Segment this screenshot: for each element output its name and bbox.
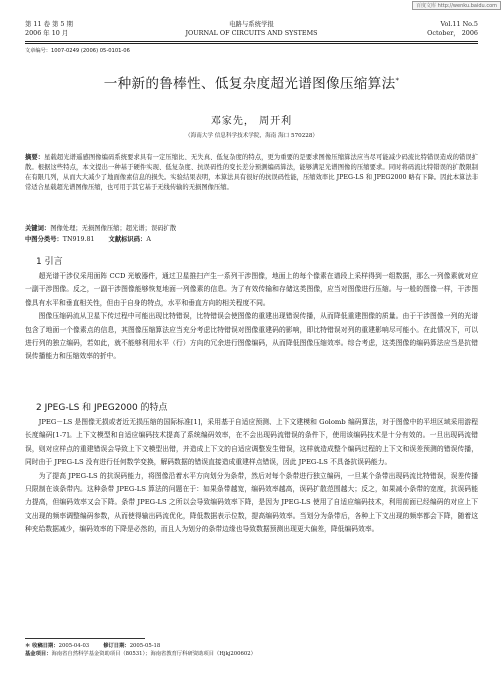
footnote-rule — [25, 638, 145, 639]
clc-label: 中图分类号： — [25, 236, 63, 243]
section-1-body — [25, 270, 478, 364]
fund-text: 海南省自然科学基金资助项目（80531）；海南省教育厅科研资助项目（Hjkj200602） — [51, 651, 256, 658]
authors: 邓家先， 周开利 — [210, 116, 293, 127]
section-1-heading: 1 引言 — [36, 257, 63, 267]
header-month: October， 2006 — [427, 29, 478, 37]
header-vol-en — [427, 20, 478, 38]
abstract — [25, 153, 478, 193]
title-footnote-mark: * — [395, 76, 400, 85]
revised-label: 修订日期： — [103, 643, 130, 649]
keywords — [25, 224, 478, 234]
header-rule — [25, 41, 478, 42]
footnote — [25, 642, 478, 659]
journal-name-en: JOURNAL OF CIRCUITS AND SYSTEMS — [185, 29, 318, 37]
abstract-label: 摘要： — [25, 154, 45, 161]
article-number: 文章编号：1007-0249 (2006) 05-0101-06 — [25, 48, 130, 54]
paper-title — [25, 72, 478, 92]
footnote-fund — [25, 650, 478, 658]
paragraph: 超光谱干涉仪采用面阵 CCD 光敏器件，通过卫星推扫产生一系列干涉图像，地面上的每个像素在谱段上采样得到一组数据，那么一列像素就对应一副干涉图像。反之，一副干涉图像能够恢复地面一列像素的信息。为了有效传输和存储这类图像，应当对图像进行压缩。与一般的图像一样，干涉图像具有水平和垂直相关性，但由于自身的特点，水平和垂直方向的相关程度不同。 — [25, 272, 478, 307]
paragraph: 为了提高 JPEG-LS 的抗误码能力，将图像沿着水平方向划分为条带，然后对每个条带进行独立编码，一旦某个条带出现码流比特错误，误差传播只限制在该条带内。这种条带 JPEG-LS 算法的问题在于：如果条带越宽，编码效率越高，误码扩散范围越大；反之，如果减小条带的宽度，抗误码能力提高，但编码效率又会下降。条带 JPEG-LS 之所以会导致编码效率下降，是因为 JPEG-LS 使用了自适应编码技术，利用前面已经编码的对应上下文出现的频率调整编码参数，从而使得输出码流优化，降低数据表示位数，提高编码效率。当划分为条带后，各种上下文出现的频率都会下降，随着这种充给数据减少，编码效率的下降是必然的，而且人为划分的条带边缘也导致数据预测出现更大偏差，降低编码效率。 — [25, 471, 478, 534]
section-2-heading: 2 JPEG-LS 和 JPEG2000 的特点 — [36, 403, 168, 413]
paragraph: 图像压缩码流从卫星下传过程中可能出现比特错误，比特错误会使图像的重建出现错误传播，从而降低重建图像的质量。由于干涉图像一列的光谱包含了地面一个像素点的信息，其图像压缩算法应当充分考虑比特错误对图像重建码的影响，即比特错误对列的重建影响尽可能小。在此情况下，可以进行列的独立编码，若如此，就不能够利用水平（行）方向的冗余进行图像编码，从而降低图像压缩效率。综合考虑，这类图像的编码算法应当是抗错误传播能力和压缩效率的折中。 — [25, 312, 478, 361]
header-rule-thin — [25, 43, 478, 44]
fund-label: 基金项目： — [25, 651, 52, 658]
doc-code-label: 文献标识码： — [108, 236, 147, 243]
header-journal — [25, 20, 478, 38]
keywords-label: 关键词： — [25, 225, 51, 232]
journal-name-cn: 电路与系统学报 — [229, 20, 274, 28]
received-label: ＊ 收稿日期： — [25, 643, 59, 649]
footnote-dates — [25, 642, 478, 650]
abstract-text: 星载超光谱遥感图像编码系统要求具有一定压缩比、无失真、低复杂度的特点，更为重要的是要求图像压缩算法应当尽可能减少码流比特错误造成的错误扩散。根据这些特点，本文提出一种基于硬件实现、低复杂度、抗误码性的变长差分预测编码算法，能够满足光谱图像的压缩要求。同时将码流比特错误的扩散限制在有限几列，从而大大减少了地面像素信息的损失。实验结果表明，本算法具有很好的抗误码性能，压缩效率比 JPEG-LS 和 JPEG2000 略有下降。因此本算法非常适合星载超光谱图像压缩，也可用于其它基于无线传输的无损图像压缩。 — [25, 154, 479, 191]
header-volume-issue: 第 11 卷 第 5 期 — [25, 20, 73, 28]
doc-code-value: A — [146, 236, 151, 243]
paper-title-text: 一种新的鲁棒性、低复杂度超光谱图像压缩算法 — [103, 76, 396, 92]
affiliation: （海南大学 信息科学技术学院，海南 海口 570228） — [185, 133, 318, 139]
header-date: 2006 年 10 月 — [25, 29, 69, 37]
revised-date: 2005-05-18 — [129, 643, 161, 649]
header-vol-no: Vol.11 No.5 — [440, 20, 478, 28]
clc-value: TN919.81 — [62, 236, 95, 243]
section-2-body — [25, 416, 478, 537]
keywords-text: 图像处理；无损图像压缩；超光谱；误码扩散 — [50, 225, 177, 232]
classification — [25, 235, 478, 245]
paragraph: JPEG－LS 是图像无损或者近无损压缩的国际标准[1]，采用基于自适应预测、上下文建模和 Golomb 编码算法，对于图像中的平坦区域采用游程长度编码[1-7]。上下文模型和自适应编码技术提高了系统编码效率，在不会出现码流错误的条件下，使用该编码技术是十分有效的。一旦出现码流错误，则对应样点的重建错误会导致上下文模型出错，并造成上下文的自适应调整发生错误，这样就造成整个编码过程的上下文和误差预测的错误传播，同时由于 JPEG-LS 没有进行任何数学变换，解码数据的错误直接造成重建样点错误，因此 JPEG-LS 不具备抗误码能力。 — [25, 418, 478, 467]
watermark: 百度文库 http://wenku.baidu.com — [412, 1, 501, 10]
received-date: 2005-04-03 — [58, 643, 90, 649]
